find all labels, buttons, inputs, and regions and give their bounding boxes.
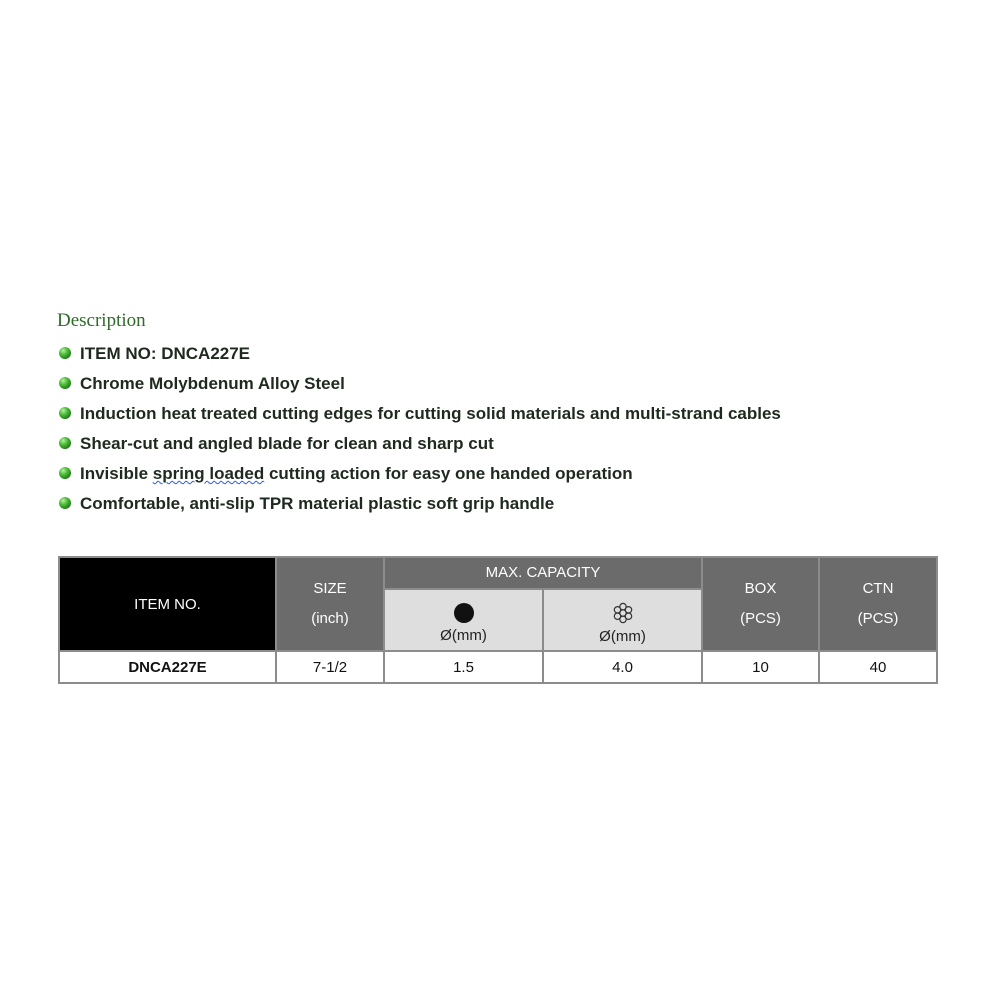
header-box-unit: (PCS): [740, 610, 781, 627]
solid-unit-label: Ø(mm): [440, 626, 487, 644]
header-size-label: SIZE: [313, 580, 347, 597]
feature-text: Shear-cut and angled blade for clean and sharp cut: [80, 434, 494, 453]
feature-text-underlined: spring loaded: [152, 464, 265, 483]
header-ctn: [819, 557, 937, 651]
header-ctn-label: CTN: [862, 580, 894, 597]
feature-text: Chrome Molybdenum Alloy Steel: [80, 374, 345, 393]
header-item-no: ITEM NO.: [59, 557, 276, 651]
cell-ctn: 40: [819, 651, 937, 683]
green-bullet-icon: [59, 497, 71, 509]
feature-text-after: cutting action for easy one handed operation: [264, 464, 633, 483]
feature-list: [57, 340, 781, 520]
spec-table: [58, 556, 938, 684]
feature-item: [57, 340, 781, 370]
feature-item: [57, 460, 781, 490]
cell-strand-capacity: 4.0: [543, 651, 702, 683]
solid-wire-icon: [454, 603, 474, 623]
description-heading: Description: [57, 310, 146, 331]
header-size: [276, 557, 384, 651]
green-bullet-icon: [59, 407, 71, 419]
cell-box: 10: [702, 651, 819, 683]
feature-item: [57, 430, 781, 460]
cell-solid-capacity: 1.5: [384, 651, 543, 683]
cell-item-no: DNCA227E: [59, 651, 276, 683]
feature-item: [57, 370, 781, 400]
green-bullet-icon: [59, 467, 71, 479]
feature-text: Comfortable, anti-slip TPR material plastic soft grip handle: [80, 494, 555, 513]
feature-text: ITEM NO: DNCA227E: [80, 344, 251, 363]
header-box: [702, 557, 819, 651]
header-ctn-unit: (PCS): [857, 610, 899, 627]
green-bullet-icon: [59, 347, 71, 359]
table-row: [59, 651, 937, 683]
header-max-capacity: MAX. CAPACITY: [384, 557, 702, 589]
cell-size: 7-1/2: [276, 651, 384, 683]
header-size-unit: (inch): [311, 610, 349, 627]
multi-strand-cable-icon: [610, 600, 636, 626]
green-bullet-icon: [59, 437, 71, 449]
feature-item: [57, 490, 781, 520]
header-box-label: BOX: [744, 580, 777, 597]
feature-item: [57, 400, 781, 430]
green-bullet-icon: [59, 377, 71, 389]
header-solid-capacity: [384, 589, 543, 651]
strand-unit-label: Ø(mm): [599, 627, 646, 645]
header-strand-capacity: [543, 589, 702, 651]
feature-text-before: Invisible: [80, 464, 153, 483]
feature-text: Induction heat treated cutting edges for cutting solid materials and multi-strand cables: [80, 404, 781, 423]
